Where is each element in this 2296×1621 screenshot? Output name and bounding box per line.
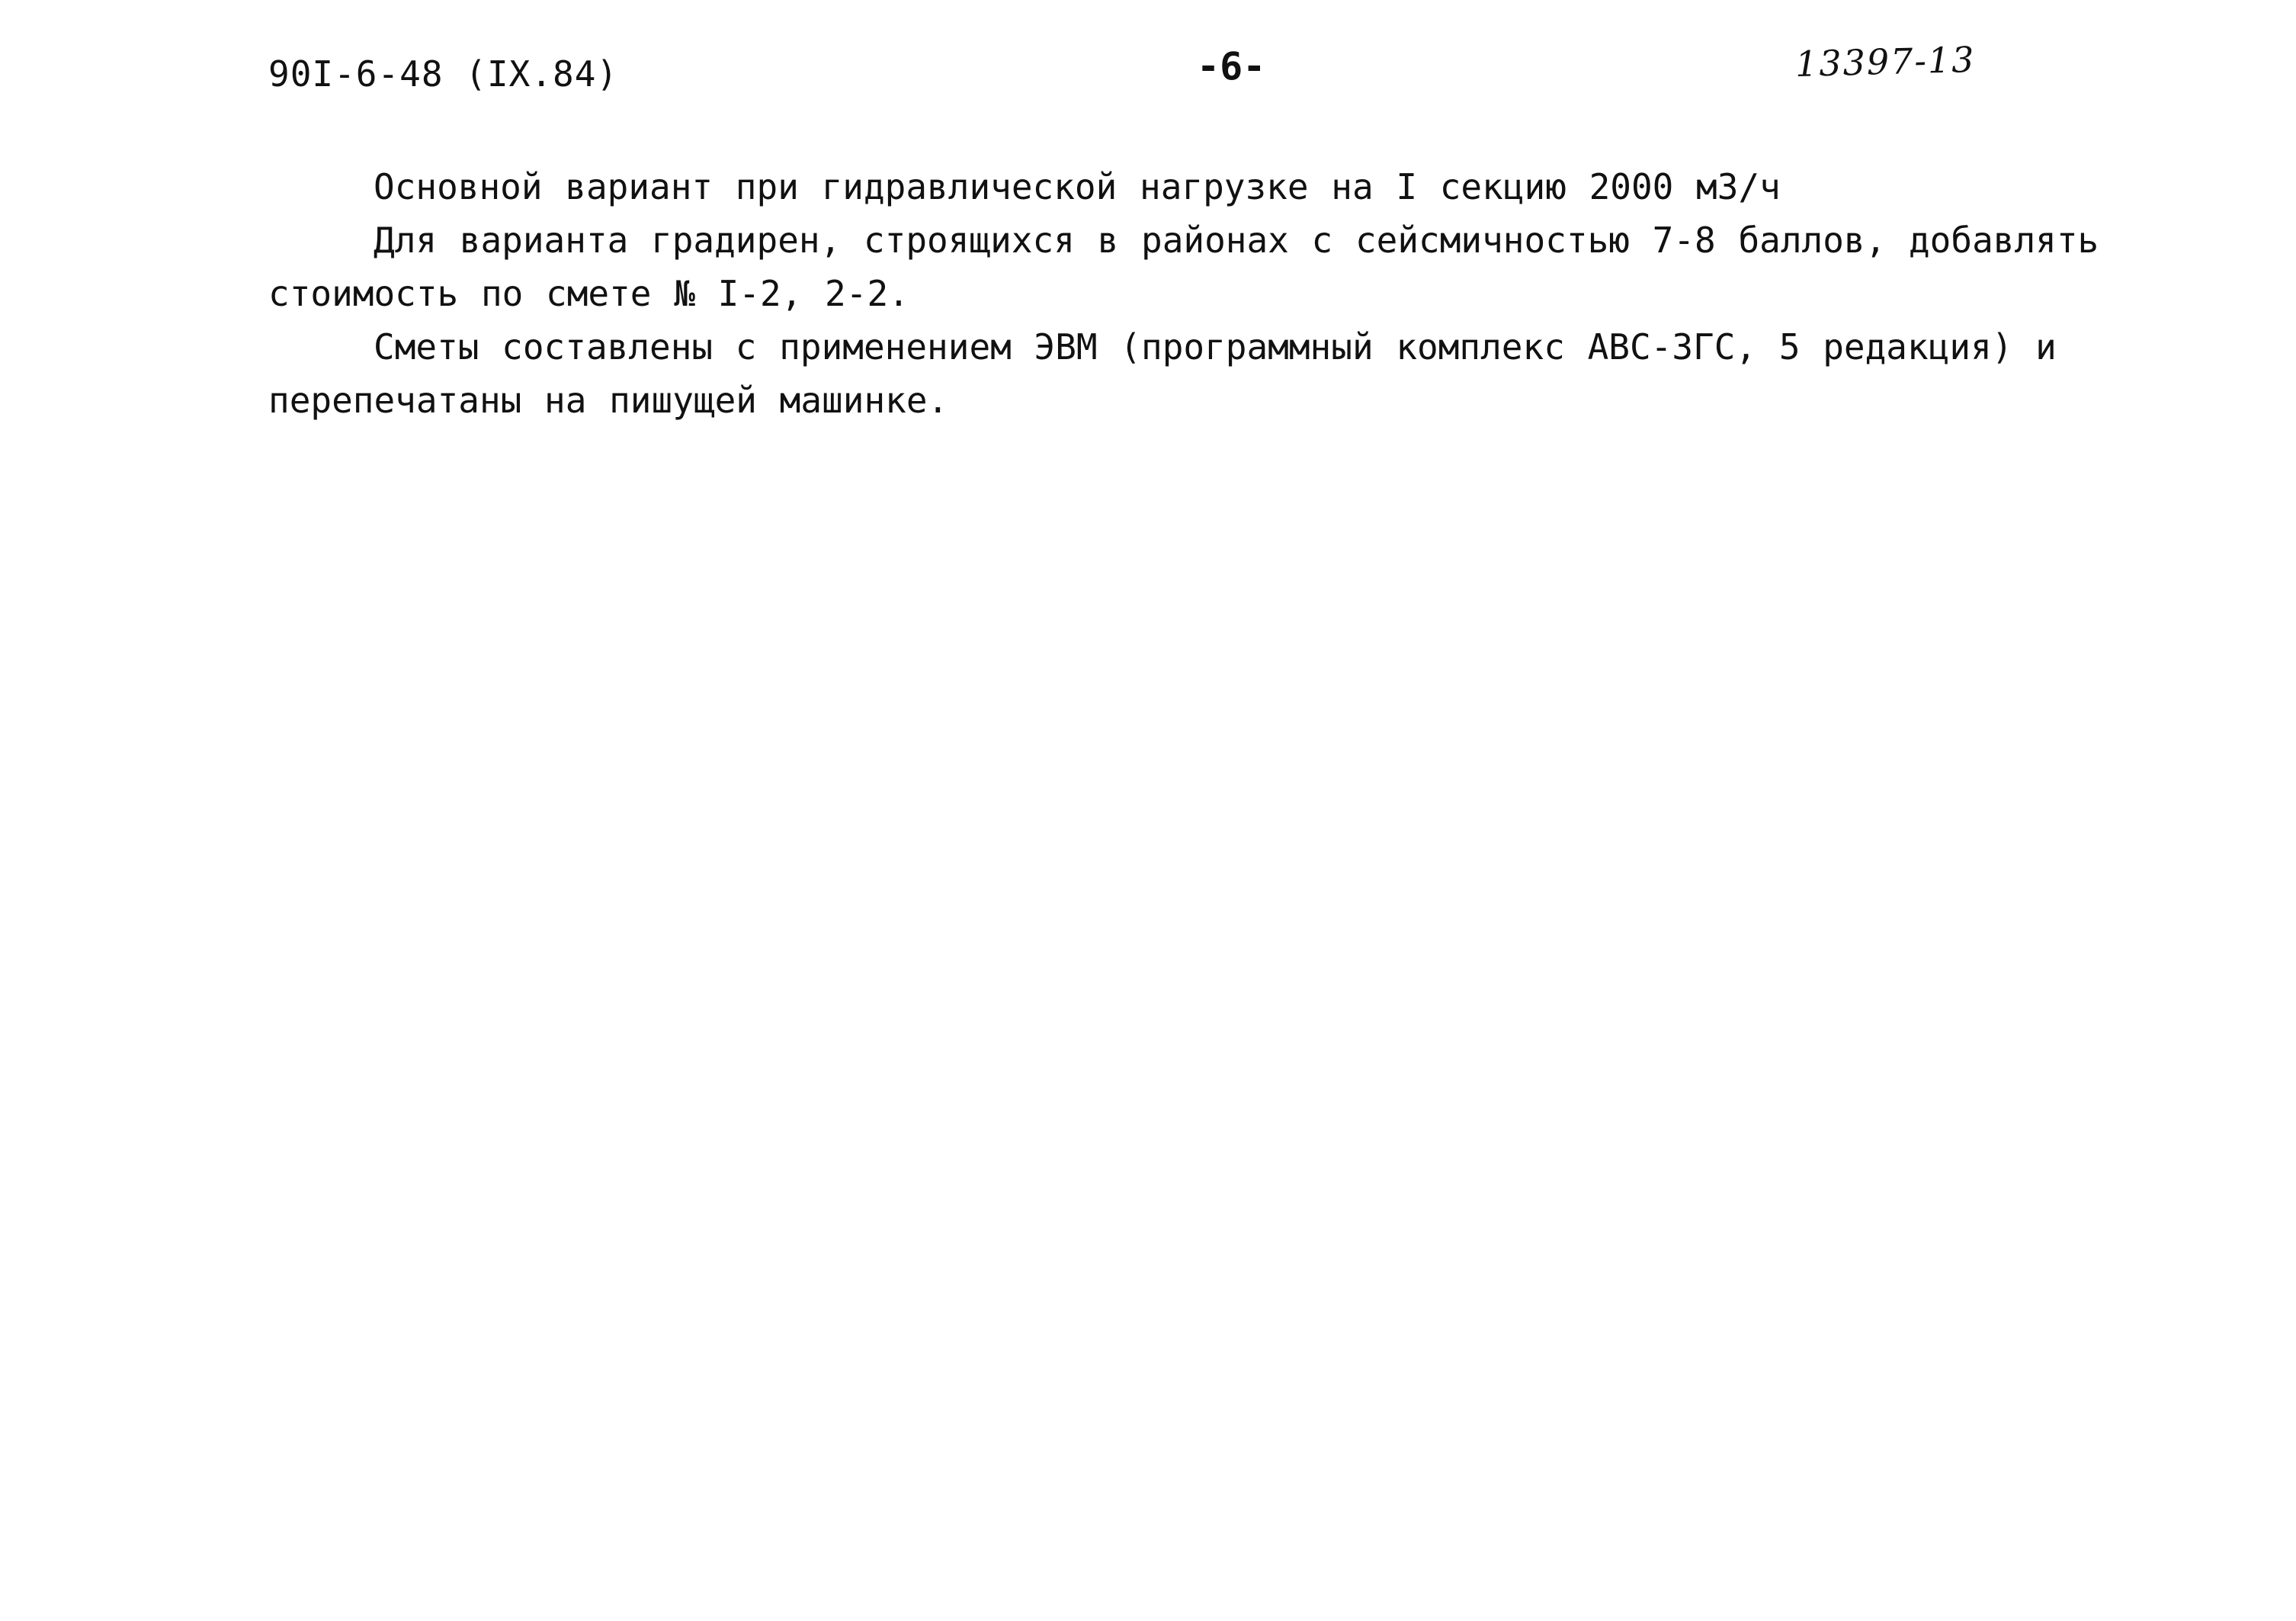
page-number: -6- bbox=[1197, 44, 1266, 88]
paragraph-seismic-line-2: стоимость по смете № I-2, 2-2. bbox=[268, 273, 909, 314]
document-code: 90I-6-48 (IX.84) bbox=[268, 53, 619, 95]
paragraph-seismic-line-1: Для варианта градирен, строящихся в районах с сейсмичностью 7-8 баллов, добавлять bbox=[374, 220, 2099, 261]
paragraph-estimates-line-2: перепечатаны на пишущей машинке. bbox=[268, 380, 949, 421]
handwritten-inventory-number: 13397-13 bbox=[1794, 38, 1977, 85]
paragraph-estimates-line-1: Сметы составлены с применением ЭВМ (программный комплекс АВС-3ГС, 5 редакция) и bbox=[374, 326, 2057, 368]
body-text bbox=[268, 160, 2099, 427]
paragraph-main-variant: Основной вариант при гидравлической нагрузке на I секцию 2000 м3/ч bbox=[374, 166, 1781, 207]
